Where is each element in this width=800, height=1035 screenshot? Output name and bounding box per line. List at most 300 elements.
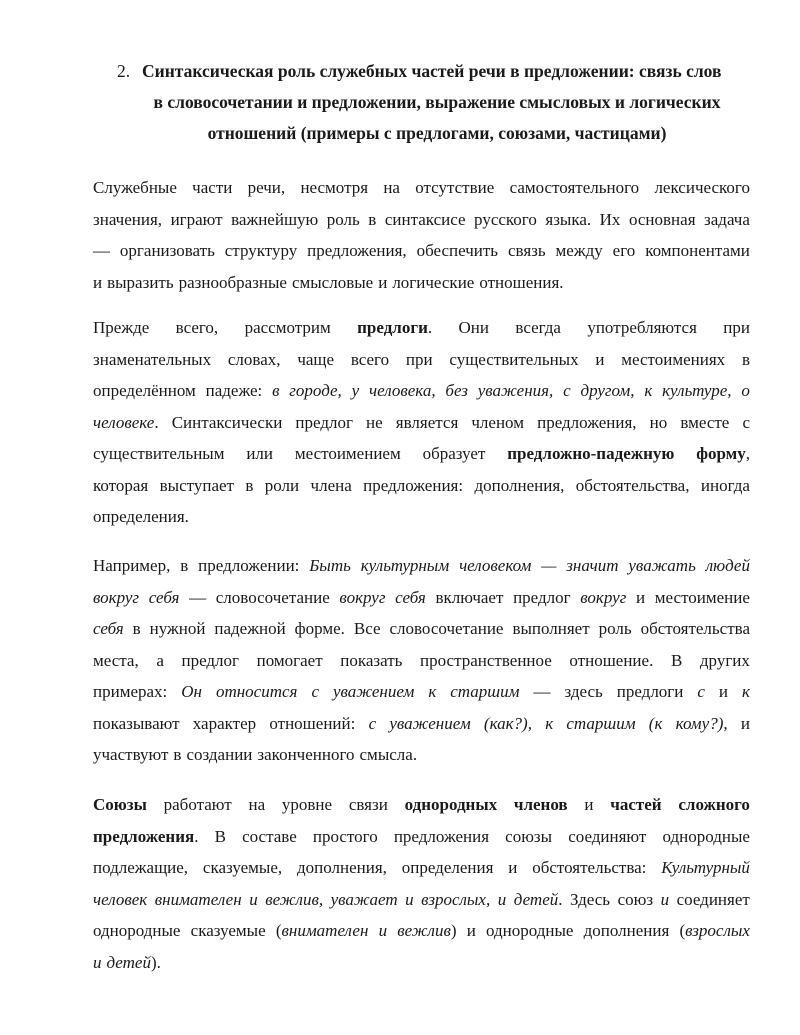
word bbox=[313, 821, 378, 853]
text-run: дополнения, bbox=[474, 475, 565, 495]
word bbox=[697, 676, 705, 708]
word bbox=[242, 821, 297, 853]
word bbox=[661, 852, 750, 884]
text-run: обстоятельства: bbox=[532, 858, 647, 877]
word bbox=[93, 407, 159, 439]
text-run: играют bbox=[170, 209, 223, 229]
text-run: разнообразные bbox=[178, 272, 287, 292]
text-run: при bbox=[405, 349, 433, 369]
text-run: чаще bbox=[297, 349, 335, 369]
word bbox=[417, 235, 499, 267]
word bbox=[650, 407, 668, 439]
word bbox=[421, 884, 490, 916]
word bbox=[471, 407, 524, 439]
word bbox=[568, 821, 646, 853]
word bbox=[203, 852, 282, 884]
word bbox=[363, 470, 463, 502]
word bbox=[576, 470, 690, 502]
word bbox=[216, 582, 330, 614]
text-line bbox=[93, 821, 750, 853]
word bbox=[420, 645, 552, 677]
text-run: предложения, bbox=[307, 241, 407, 260]
word bbox=[719, 676, 728, 708]
italic-text: к bbox=[428, 682, 437, 701]
word bbox=[150, 613, 206, 645]
word bbox=[397, 915, 456, 947]
word bbox=[93, 884, 147, 916]
italic-text: у bbox=[351, 381, 360, 400]
text-run: участвуют bbox=[93, 745, 169, 764]
word bbox=[508, 235, 546, 267]
word bbox=[484, 708, 532, 740]
text-run: выполняет bbox=[512, 619, 590, 638]
text-run: и bbox=[93, 272, 103, 292]
word bbox=[309, 550, 351, 582]
text-run: соединяет bbox=[676, 889, 750, 909]
word bbox=[192, 172, 232, 204]
word bbox=[282, 789, 332, 821]
word bbox=[171, 204, 223, 236]
italic-text: человеком bbox=[459, 556, 532, 575]
word bbox=[436, 582, 504, 614]
text-run: падеже: bbox=[205, 381, 263, 400]
word bbox=[181, 645, 239, 677]
word bbox=[173, 739, 181, 771]
word bbox=[580, 582, 626, 614]
text-run: части bbox=[192, 178, 233, 197]
word bbox=[662, 821, 749, 853]
text-run: . bbox=[154, 412, 159, 432]
italic-text: себя bbox=[395, 587, 426, 607]
text-run: форме. bbox=[294, 619, 345, 638]
word bbox=[193, 708, 256, 740]
word bbox=[459, 550, 531, 582]
word bbox=[618, 884, 653, 916]
text-run: структуру bbox=[224, 241, 298, 260]
word bbox=[649, 708, 663, 740]
text-run: и bbox=[636, 587, 646, 607]
text-line bbox=[93, 645, 750, 677]
text-line bbox=[93, 915, 750, 947]
word bbox=[742, 676, 750, 708]
text-run: словосочетание bbox=[389, 619, 504, 638]
text-run: показать bbox=[340, 650, 403, 670]
text-line bbox=[93, 172, 750, 204]
italic-text: (как?), bbox=[483, 713, 532, 733]
word bbox=[93, 375, 196, 407]
text-run: с bbox=[742, 412, 750, 432]
text-run: самостоятельного bbox=[509, 178, 640, 197]
bold-text: частей bbox=[610, 795, 662, 814]
word bbox=[93, 852, 188, 884]
word bbox=[339, 582, 385, 614]
word bbox=[723, 312, 750, 344]
word bbox=[206, 375, 263, 407]
text-run: уровне bbox=[281, 795, 333, 814]
text-run: союзы bbox=[505, 826, 553, 846]
word bbox=[396, 407, 458, 439]
text-run: существительных bbox=[449, 349, 579, 369]
word bbox=[379, 915, 388, 947]
text-run: работают bbox=[163, 795, 232, 814]
text-line bbox=[93, 204, 750, 236]
text-run: вместе bbox=[680, 412, 730, 432]
text-run: соединяют bbox=[568, 826, 647, 846]
word bbox=[93, 947, 102, 979]
text-run: Например, bbox=[93, 556, 171, 575]
italic-text: о bbox=[741, 381, 750, 400]
text-run: образует bbox=[422, 444, 486, 463]
text-line bbox=[93, 550, 750, 582]
text-run: предложении: bbox=[198, 556, 300, 575]
text-run: создании bbox=[186, 745, 253, 764]
italic-text: культурным bbox=[360, 556, 450, 575]
word bbox=[300, 172, 368, 204]
bold-text: предложения bbox=[93, 826, 195, 846]
word bbox=[107, 267, 174, 299]
word bbox=[269, 708, 355, 740]
word bbox=[180, 550, 188, 582]
text-run: . bbox=[194, 826, 199, 846]
word bbox=[383, 172, 400, 204]
text-run: задача bbox=[704, 209, 750, 229]
text-run: Синтаксически bbox=[171, 412, 283, 432]
word bbox=[566, 550, 618, 582]
word bbox=[340, 645, 402, 677]
word bbox=[474, 470, 564, 502]
italic-text: и bbox=[378, 921, 388, 940]
text-run: пространственное bbox=[420, 650, 552, 670]
italic-text: взрослых, bbox=[421, 889, 491, 909]
word bbox=[216, 676, 297, 708]
text-run: употребляются bbox=[587, 318, 697, 337]
text-line bbox=[93, 235, 750, 267]
text-run: в bbox=[368, 209, 377, 229]
italic-text: вокруг bbox=[93, 587, 140, 607]
text-run: иногда bbox=[700, 475, 750, 495]
text-line bbox=[93, 501, 750, 533]
italic-text: уважением bbox=[389, 713, 471, 733]
text-run: . bbox=[558, 889, 563, 909]
text-run: речи, bbox=[247, 178, 286, 197]
text-run: однородные bbox=[485, 921, 574, 940]
text-run: однородные bbox=[93, 921, 181, 940]
word bbox=[449, 344, 578, 376]
word bbox=[276, 915, 369, 947]
word bbox=[352, 375, 360, 407]
text-run: членом bbox=[471, 412, 524, 432]
word bbox=[149, 582, 180, 614]
text-run: В bbox=[670, 650, 683, 670]
text-run: простого bbox=[312, 826, 378, 846]
word bbox=[307, 235, 406, 267]
text-run: члена bbox=[310, 475, 352, 495]
word bbox=[257, 645, 323, 677]
italic-text: и bbox=[660, 889, 670, 909]
word bbox=[570, 884, 610, 916]
text-run: определения. bbox=[93, 507, 189, 526]
word bbox=[360, 739, 418, 771]
text-run: местоимением bbox=[294, 444, 401, 463]
text-run: словах, bbox=[227, 349, 281, 369]
italic-text: к bbox=[644, 381, 653, 400]
text-line bbox=[93, 613, 750, 645]
text-run: местоимение bbox=[654, 587, 750, 607]
word bbox=[93, 550, 170, 582]
word bbox=[587, 312, 697, 344]
word bbox=[156, 645, 164, 677]
word bbox=[662, 375, 731, 407]
section-heading bbox=[117, 56, 757, 149]
text-run: и bbox=[584, 795, 594, 814]
word bbox=[628, 550, 695, 582]
word bbox=[507, 438, 674, 470]
word bbox=[580, 375, 634, 407]
italic-text: Быть bbox=[309, 556, 351, 575]
text-run: но bbox=[649, 412, 668, 432]
text-run: языка. bbox=[545, 209, 592, 229]
italic-text: (к bbox=[648, 713, 663, 733]
text-run: падежной bbox=[214, 619, 286, 638]
word bbox=[505, 821, 552, 853]
word bbox=[351, 344, 389, 376]
text-run: а bbox=[156, 650, 164, 670]
word bbox=[428, 676, 436, 708]
italic-text: другом, bbox=[580, 381, 635, 400]
text-run: словосочетание bbox=[215, 587, 330, 607]
word bbox=[405, 789, 498, 821]
text-run: помогает bbox=[256, 650, 323, 670]
word bbox=[378, 267, 387, 299]
word bbox=[249, 884, 258, 916]
text-run: определённом bbox=[93, 381, 196, 400]
text-run: всегда bbox=[515, 318, 561, 337]
word bbox=[402, 852, 494, 884]
text-run: смысла. bbox=[359, 745, 418, 764]
word bbox=[629, 204, 696, 236]
text-run: , bbox=[723, 713, 728, 733]
word bbox=[297, 344, 334, 376]
heading-number: 2. bbox=[117, 61, 131, 81]
text-run: , bbox=[745, 444, 750, 463]
text-line bbox=[93, 582, 750, 614]
word bbox=[459, 312, 489, 344]
bold-text: Союзы bbox=[93, 795, 147, 814]
word bbox=[155, 884, 242, 916]
text-run: или bbox=[246, 444, 273, 463]
word bbox=[704, 204, 750, 236]
text-run: знаменательных bbox=[93, 349, 212, 369]
text-run: и bbox=[740, 713, 750, 733]
text-run: и bbox=[378, 272, 388, 292]
text-run: предложения bbox=[393, 826, 490, 846]
italic-text: и bbox=[405, 889, 414, 909]
italic-text: культуре, bbox=[662, 381, 732, 400]
word bbox=[645, 235, 750, 267]
text-line bbox=[93, 739, 750, 771]
word bbox=[701, 470, 750, 502]
text-run: в bbox=[245, 475, 254, 495]
word bbox=[478, 375, 554, 407]
word bbox=[245, 312, 331, 344]
text-line bbox=[93, 438, 750, 470]
word bbox=[508, 852, 517, 884]
word bbox=[474, 204, 537, 236]
text-run: обеспечить bbox=[416, 241, 499, 260]
word bbox=[265, 470, 299, 502]
text-run: — bbox=[93, 241, 110, 260]
word bbox=[600, 204, 621, 236]
word bbox=[680, 407, 729, 439]
text-run: предлог bbox=[513, 587, 571, 607]
text-run: связь bbox=[507, 241, 546, 260]
word bbox=[272, 375, 279, 407]
word bbox=[405, 884, 414, 916]
text-run: однородные bbox=[662, 826, 750, 846]
word bbox=[513, 582, 571, 614]
word bbox=[514, 884, 563, 916]
text-run: Они bbox=[458, 318, 489, 337]
text-run: в bbox=[180, 556, 189, 575]
text-run: предлог bbox=[295, 412, 353, 432]
text-line bbox=[93, 708, 750, 740]
text-run: и bbox=[508, 858, 518, 877]
text-run: Здесь bbox=[570, 889, 611, 909]
word bbox=[366, 407, 383, 439]
text-run: подлежащие, bbox=[93, 858, 189, 877]
italic-text: Он bbox=[181, 682, 202, 701]
italic-text: детей bbox=[106, 952, 151, 972]
text-run: лексического bbox=[654, 178, 750, 197]
word bbox=[246, 438, 273, 470]
text-run: отношений: bbox=[269, 713, 356, 733]
bold-text: предлоги bbox=[357, 318, 428, 337]
word bbox=[445, 375, 468, 407]
text-run: ) bbox=[450, 921, 457, 940]
text-run: других bbox=[699, 650, 750, 670]
italic-text: — bbox=[541, 556, 557, 575]
word bbox=[584, 789, 593, 821]
text-run: ( bbox=[275, 921, 282, 940]
italic-text: человека, bbox=[369, 381, 436, 400]
text-run: составе bbox=[242, 826, 297, 846]
word bbox=[214, 613, 285, 645]
word bbox=[394, 821, 489, 853]
heading-line-2: в словосочетании и предложении, выражение смысловых и логических bbox=[153, 92, 721, 112]
word bbox=[545, 204, 591, 236]
italic-text: старшим bbox=[450, 682, 520, 701]
word bbox=[368, 204, 376, 236]
word bbox=[395, 582, 426, 614]
text-run: всего bbox=[350, 349, 390, 369]
text-run: выразить bbox=[107, 272, 174, 292]
italic-text: с bbox=[563, 381, 571, 400]
text-run: предлоги bbox=[616, 682, 684, 701]
word bbox=[450, 676, 519, 708]
text-run: смысловые bbox=[291, 272, 374, 292]
word bbox=[556, 235, 603, 267]
word bbox=[636, 582, 645, 614]
italic-text: людей bbox=[705, 556, 750, 575]
italic-text: вокруг bbox=[339, 587, 386, 607]
italic-text: Культурный bbox=[661, 858, 750, 877]
word bbox=[564, 676, 602, 708]
text-run: связи bbox=[348, 795, 388, 814]
text-run: существительным bbox=[93, 444, 225, 463]
text-line bbox=[93, 676, 750, 708]
italic-text: человек bbox=[93, 889, 148, 909]
word bbox=[406, 344, 433, 376]
text-run: дополнения bbox=[583, 921, 670, 940]
italic-text: и bbox=[497, 889, 507, 909]
text-line bbox=[93, 407, 750, 439]
word bbox=[510, 172, 640, 204]
text-run: между bbox=[555, 241, 603, 260]
word bbox=[93, 708, 180, 740]
word bbox=[93, 789, 147, 821]
italic-text: старшим bbox=[566, 713, 636, 733]
word bbox=[655, 582, 750, 614]
text-run: . bbox=[427, 318, 433, 337]
text-run: которая bbox=[93, 475, 149, 495]
italic-text: вежлив bbox=[397, 921, 451, 940]
text-run: предложения: bbox=[363, 475, 464, 495]
paragraph bbox=[93, 312, 750, 533]
text-run: дополнения, bbox=[297, 858, 387, 877]
text-run: места, bbox=[93, 650, 139, 670]
text-run: роли bbox=[264, 475, 300, 495]
paragraph bbox=[93, 789, 750, 978]
word bbox=[93, 344, 211, 376]
word bbox=[93, 501, 189, 533]
word bbox=[93, 676, 167, 708]
italic-text: и bbox=[249, 889, 258, 909]
text-run: на bbox=[383, 178, 400, 197]
word bbox=[541, 550, 556, 582]
bold-text: предложно-падежную bbox=[507, 444, 675, 463]
bold-text: однородных bbox=[404, 795, 498, 814]
text-run: показывают bbox=[93, 713, 180, 733]
word bbox=[595, 344, 604, 376]
word bbox=[295, 613, 345, 645]
text-run: всего, bbox=[175, 318, 219, 337]
word bbox=[533, 676, 550, 708]
italic-text: относится bbox=[215, 682, 298, 701]
italic-text: уважает bbox=[330, 889, 398, 909]
word bbox=[93, 582, 139, 614]
text-run: ). bbox=[150, 952, 161, 972]
text-run: — bbox=[533, 682, 551, 701]
word bbox=[228, 344, 281, 376]
word bbox=[311, 676, 319, 708]
word bbox=[93, 470, 148, 502]
italic-text: себя bbox=[148, 587, 180, 607]
word bbox=[93, 204, 162, 236]
text-run: и bbox=[595, 349, 605, 369]
text-run: рассмотрим bbox=[244, 318, 331, 337]
text-line bbox=[93, 884, 750, 916]
word bbox=[93, 312, 149, 344]
italic-text: уважения, bbox=[477, 381, 554, 400]
word bbox=[245, 470, 253, 502]
text-run: русского bbox=[474, 209, 537, 229]
word bbox=[172, 407, 283, 439]
word bbox=[741, 375, 750, 407]
text-run: законченного bbox=[257, 745, 355, 764]
word bbox=[479, 267, 563, 299]
paragraph bbox=[93, 172, 750, 298]
text-run: и bbox=[718, 682, 728, 701]
